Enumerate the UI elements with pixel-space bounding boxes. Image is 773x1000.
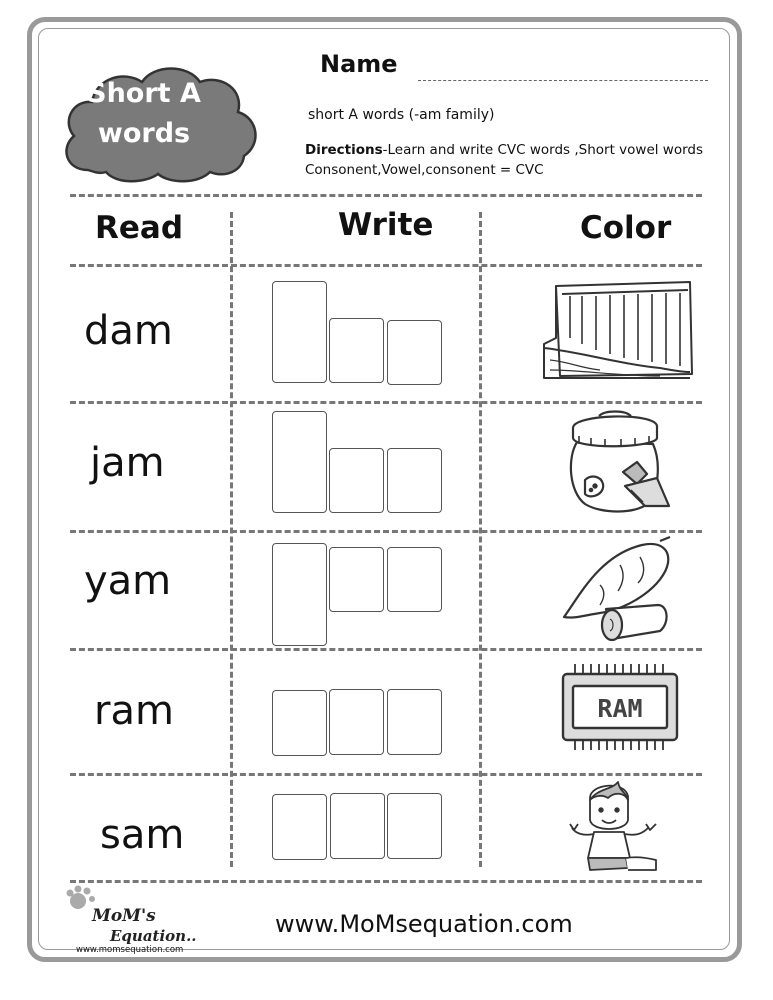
letter-box[interactable] <box>272 794 327 860</box>
letter-box[interactable] <box>272 411 327 513</box>
column-header-read: Read <box>95 210 184 246</box>
letter-box[interactable] <box>387 689 442 755</box>
badge-title <box>58 74 230 154</box>
name-field-line[interactable] <box>418 80 708 81</box>
column-header-write: Write <box>338 207 434 243</box>
letter-box[interactable] <box>387 547 442 612</box>
letter-box[interactable] <box>329 318 384 383</box>
badge-line1: Short A <box>87 78 201 109</box>
divider-line <box>70 194 702 197</box>
badge-line2: words <box>97 118 191 149</box>
footer-url[interactable]: www.MoMsequation.com <box>275 910 573 938</box>
divider-line <box>70 880 702 883</box>
divider-line <box>70 530 702 533</box>
yam-icon[interactable] <box>560 535 674 647</box>
column-divider <box>479 212 482 867</box>
logo-text-line2: Equation.. <box>110 927 197 945</box>
logo-url[interactable]: www.momsequation.com <box>76 945 184 955</box>
letter-box[interactable] <box>329 689 384 755</box>
letter-box[interactable] <box>272 543 327 646</box>
letter-box[interactable] <box>387 793 442 859</box>
read-word: sam <box>100 812 185 858</box>
directions-lead: Directions <box>305 142 383 158</box>
letter-box[interactable] <box>272 281 327 383</box>
ram-chip-label: RAM <box>597 694 643 723</box>
read-word: ram <box>94 688 174 734</box>
divider-line <box>70 648 702 651</box>
ram-chip-icon[interactable] <box>559 662 681 752</box>
letter-box[interactable] <box>387 448 442 513</box>
dam-icon[interactable] <box>540 278 700 382</box>
letter-box[interactable] <box>329 448 384 513</box>
name-label: Name <box>320 50 398 78</box>
worksheet-subtitle: short A words (-am family) <box>308 107 495 123</box>
directions <box>305 140 745 180</box>
column-divider <box>230 212 233 867</box>
directions-line2: Consonent,Vowel,consonent = CVC <box>305 162 544 178</box>
letter-box[interactable] <box>329 547 384 612</box>
divider-line <box>70 264 702 267</box>
read-word: dam <box>84 308 173 354</box>
boy-sam-icon[interactable] <box>568 778 662 874</box>
letter-box[interactable] <box>387 320 442 385</box>
logo-text-line1: MoM's <box>92 906 156 926</box>
letter-box[interactable] <box>272 690 327 756</box>
divider-line <box>70 401 702 404</box>
divider-line <box>70 773 702 776</box>
jam-jar-icon[interactable] <box>565 408 675 514</box>
read-word: jam <box>90 440 165 486</box>
column-header-color: Color <box>580 210 672 246</box>
read-word: yam <box>84 558 172 604</box>
letter-box[interactable] <box>330 793 385 859</box>
directions-text: -Learn and write CVC words ,Short vowel words <box>382 142 704 158</box>
